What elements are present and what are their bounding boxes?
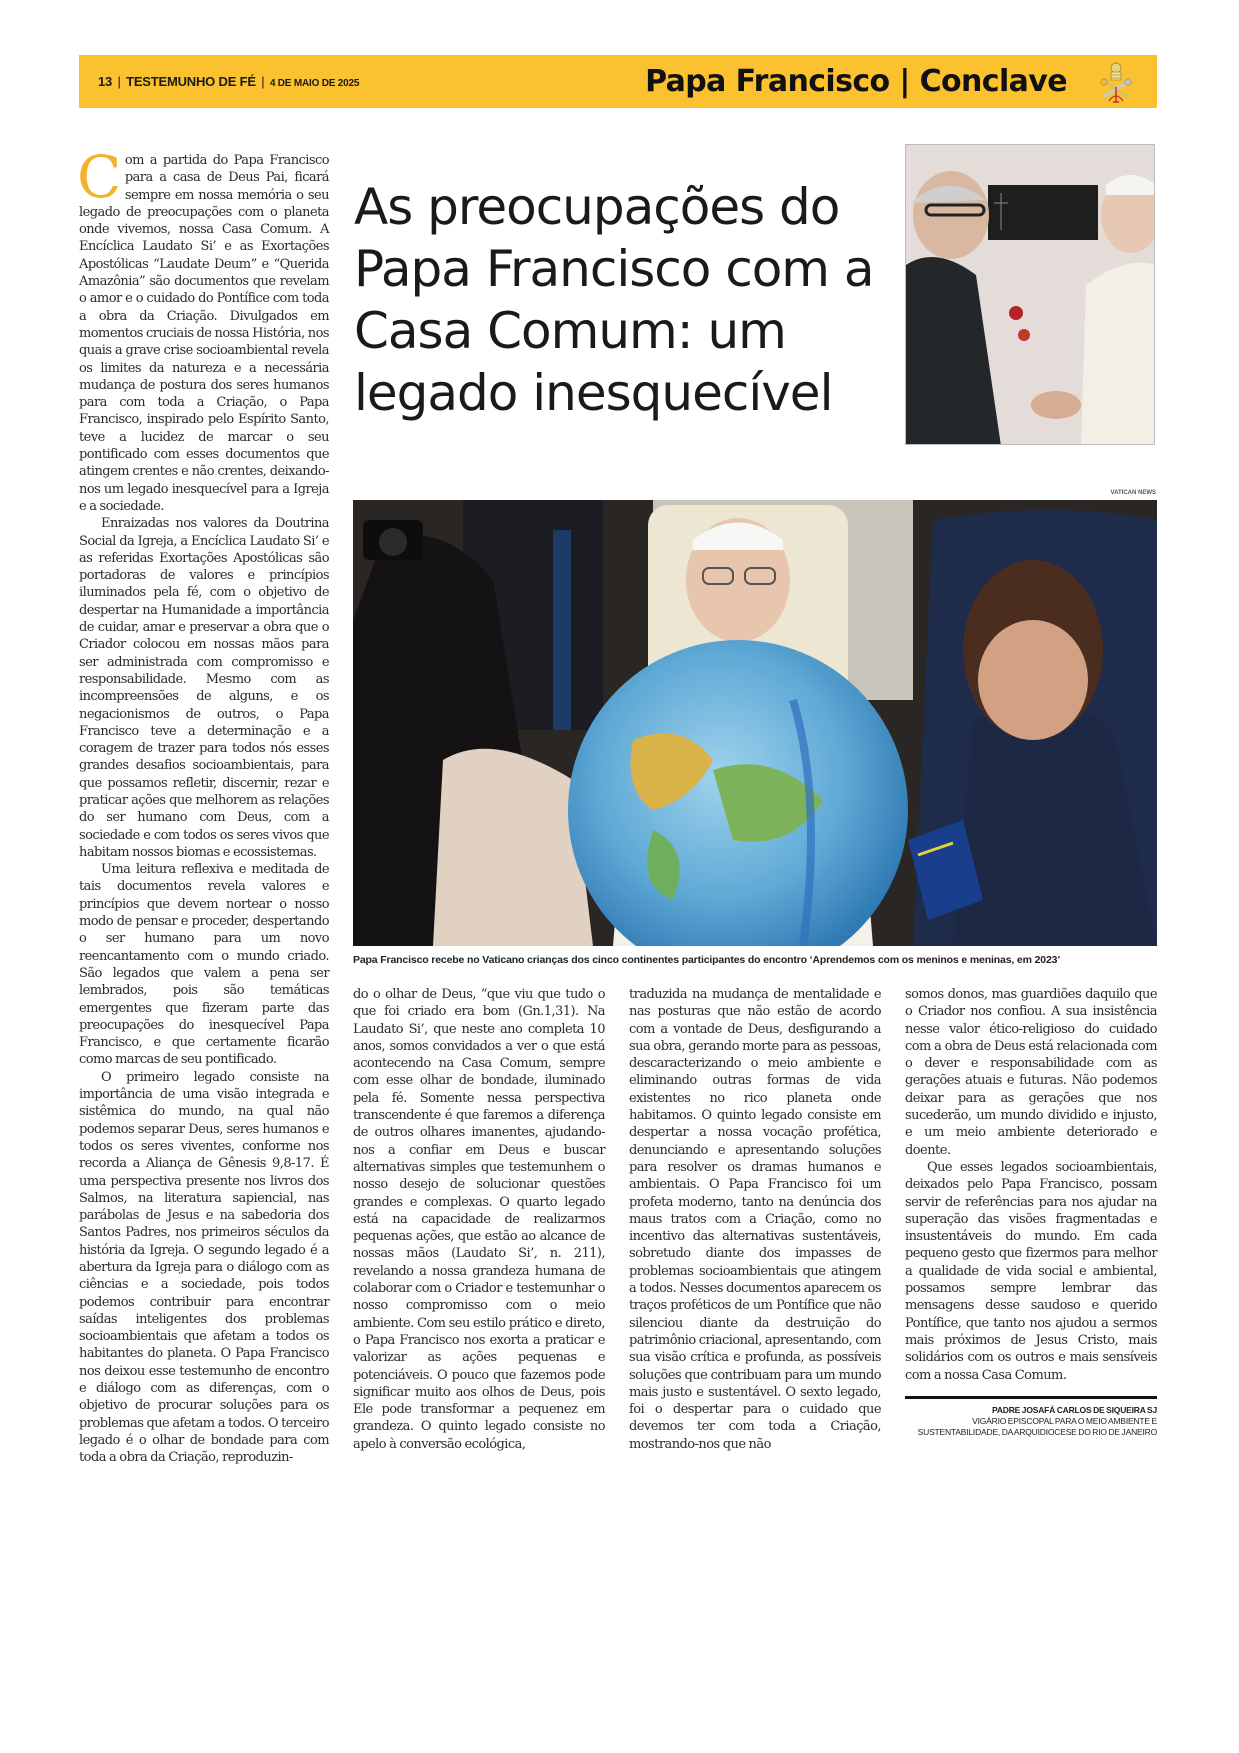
article-column-1	[77, 143, 329, 1467]
author-role: VIGÁRIO EPISCOPAL PARA O MEIO AMBIENTE E SUSTENTABILIDADE, DA ARQUIDIOCESE DO RIO DE JANEIRO	[917, 1415, 1157, 1437]
section-title: Papa Francisco | Conclave	[645, 64, 1067, 99]
article-paragraph: somos donos, mas guardiões daquilo que o Criador nos confiou. A sua insistência nesse valor ético-religioso do cuidado com a obra de Deus está relacionada com o dever e responsabilidade com as gerações atuais e futuras. Não podemos deixar para as gerações que nos sucederão, um mundo dividido e injusto, e um meio ambiente deteriorado e doente.	[905, 987, 1157, 1158]
photo-illustration	[906, 145, 1155, 445]
page-number: 13	[98, 74, 113, 89]
article-paragraph: do o olhar de Deus, “que viu que tudo o que foi criado era bom (Gn.1,31). Na Laudato Si’, que neste ano completa 10 anos, somos convidados a ver o que está acontecendo na Casa Comum, sempre com esse olhar de bondade, iluminado pela fé. Somente nessa perspectiva transcendente é que faremos a diferença de outros olhares imanentes, ajudando-nos a confiar em Deus e buscar alternativas simples que testemunhem o nosso desejo de solucionar questões grandes e complexas. O quarto legado está na capacidade de realizarmos pequenas ações, que estão ao alcance de nossas mãos (Laudato Si’, n. 211), revelando a nossa grandeza humana de colaborar com o Criador e testemunhar o nosso compromisso com o meio ambiente. Com seu estilo prático e direto, o Papa Francisco nos exorta a praticar e valorizar as ações pequenas e potenciáveis. O pouco que fazemos pode significar muito aos olhos de Deus, pois Ele pode transformar a pequenez em grandeza. O quinto legado consiste no apelo à conversão ecológica,	[353, 987, 605, 1452]
article-paragraph: O primeiro legado consiste na importância de uma visão integrada e sistêmica do mundo, na qual não podemos separar Deus, seres humanos e todos os seres viventes, conforme nos recorda a Aliança de Gênesis 9,8-17. É uma perspectiva presente nos livros dos Salmos, na literatura sapiencial, nas parábolas de Jesus e na sabedoria dos Santos Padres, nos primeiros séculos da história da Igreja. O segundo legado é a abertura da Igreja para o diálogo com as ciências e a sociedade, pois todos podemos contribuir para encontrar saídas inteligentes dos problemas socioambientais que afetam a todos os habitantes do planeta. O Papa Francisco nos deixou esse testemunho de encontro e diálogo com as diferenças, com o objetivo de procurar soluções para os problemas que afetam a todos. O terceiro legado é o olhar de bondade para com toda a obra da Criação, reproduzin-	[79, 1069, 329, 1466]
article-paragraph: Uma leitura reflexiva e meditada de tais documentos revela valores e princípios que devem nortear o nosso modo de pensar e proceder, despertando o ser humano para um novo reencantamento com o mundo criado. São legados que valem a pena ser lembrados, pois são temáticas emergentes que fizeram parte das preocupações do inesquecível Papa Francisco, e que certamente ficarão como marcas de seu pontificado.	[79, 862, 329, 1068]
article-column-3	[629, 986, 881, 1453]
author-with-pope-photo	[905, 144, 1155, 445]
author-signature	[905, 1405, 1157, 1438]
papal-coat-of-arms-icon	[1097, 61, 1135, 103]
paragraph-text: om a partida do Papa Francisco para a casa de Deus Pai, ficará sempre em nossa memória o seu legado de preocupações com o planeta onde vivemos, nossa Casa Comum. A Encíclica Laudato Si’ e as Exortações Apostólicas “Laudate Deum” e “Querida Amazônia” são documentos que revelam o amor e o cuidado do Pontífice com toda a obra da Criação. Divulgados em momentos cruciais de nossa História, nos quais a grave crise socioambiental revela os limites da natureza e a necessária mudança de postura dos seres humanos para com toda a Criação, o Papa Francisco, inspirado pelo Espírito Santo, teve a lucidez de marcar o seu pontificado com esses documentos que atingem crentes e não crentes, deixando-nos um legado inesquecível para a Igreja e a sociedade.	[79, 153, 329, 514]
signature-divider	[905, 1396, 1157, 1399]
section-name: TESTEMUNHO DE FÉ	[126, 74, 256, 89]
page-header	[79, 55, 1157, 108]
photo-caption: Papa Francisco recebe no Vaticano crianças dos cinco continentes participantes do encontro ‘Aprendemos com os meninos e meninas, em 2023’	[353, 954, 1061, 966]
drop-cap: C	[77, 143, 121, 211]
author-name: PADRE JOSAFÁ CARLOS DE SIQUEIRA SJ	[992, 1404, 1157, 1415]
photo-illustration	[353, 500, 1157, 946]
issue-date: 4 DE MAIO DE 2025	[269, 78, 360, 89]
header-separator: |	[261, 74, 265, 89]
article-paragraph	[77, 143, 329, 515]
photo-credit: VATICAN NEWS	[1110, 490, 1156, 496]
article-paragraph: Enraizadas nos valores da Doutrina Social da Igreja, a Encíclica Laudato Si’ e as referidas Exortações Apostólicas são portadoras de valores e princípios iluminados pela fé, com o objetivo de despertar na Humanidade a importância de cuidar, amar e preservar a obra que o Criador colocou em nossas mãos para ser administrada com compromisso e responsabilidade. Mesmo com as incompreensões de alguns, e os negacionismos de outros, o Papa Francisco teve a determinação e a coragem de trazer para todos nós esses grandes desafios socioambientais, para que possamos refletir, discernir, rezar e praticar ações que melhorem as relações do ser humano com Deus, com a sociedade e com todos os seres vivos que habitam nossos biomas e ecossistemas.	[79, 516, 329, 860]
article-paragraph: Que esses legados socioambientais, deixados pelo Papa Francisco, possam servir de referências para nos ajudar na superação das visões fragmentadas e insustentáveis do mundo. Em cada pequeno gesto que fizermos para melhor a qualidade de vida social e ambiental, possamos sempre lembrar das mensagens desse saudoso e querido Pontífice, que tanto nos ajudou a sermos mais próximos de Jesus Cristo, mais solidários com os outros e mais sensíveis com a nossa Casa Comum.	[905, 1159, 1157, 1383]
article-title: As preocupações do Papa Francisco com a Casa Comum: um legado inesquecível	[354, 178, 874, 422]
header-left	[98, 74, 359, 89]
pope-with-children-globe-photo	[353, 500, 1157, 946]
header-separator: |	[117, 74, 121, 89]
article-column-4	[905, 986, 1157, 1438]
article-paragraph: traduzida na mudança de mentalidade e nas posturas que não estão de acordo com a vontade de Deus, desfigurando a sua obra, gerando morte para as pessoas, descaracterizando o meio ambiente e eliminando outras formas de vida existentes no rico planeta onde habitamos. O quinto legado consiste em despertar a nossa vocação profética, denunciando e apresentando soluções para resolver os dramas humanos e ambientais. O Papa Francisco foi um profeta moderno, tanto na denúncia dos maus tratos com a Criação, como no incentivo das alternativas sustentáveis, sobretudo diante dos impasses de problemas socioambientais que atingem a todos. Nesses documentos aparecem os traços proféticos de um Pontífice que não silenciou diante da destruição do patrimônio criacional, apresentando, com sua visão crítica e profunda, as possíveis soluções que contribuam para um mundo mais justo e sustentável. O sexto legado, foi o despertar para o cuidado que devemos ter com toda a Criação, mostrando-nos que não	[629, 987, 881, 1452]
article-column-2	[353, 986, 605, 1453]
